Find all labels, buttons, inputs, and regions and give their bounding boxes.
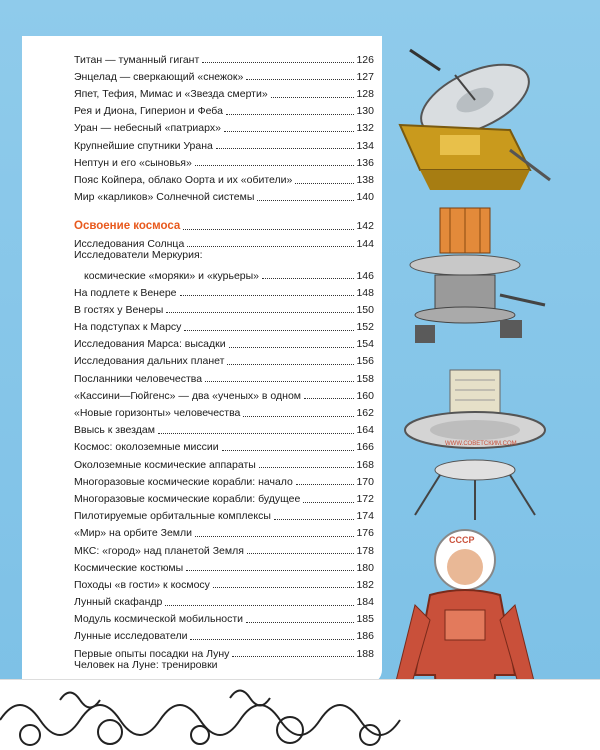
- toc-entry[interactable]: [74, 187, 374, 204]
- toc-entry-page: 184: [356, 596, 374, 609]
- toc-entry-title: «Новые горизонты» человечества: [74, 407, 241, 420]
- toc-section-heading[interactable]: [74, 216, 374, 233]
- leader-dots: [226, 114, 355, 115]
- toc-entry-title: Крупнейшие спутники Урана: [74, 139, 213, 152]
- leader-dots: [247, 553, 355, 554]
- leader-dots: [195, 536, 354, 537]
- toc-entry-page: 168: [356, 458, 374, 471]
- toc-entry[interactable]: [74, 488, 374, 505]
- toc-entry-title: Космос: околоземные миссии: [74, 441, 219, 454]
- toc-entry[interactable]: [74, 402, 374, 419]
- toc-entry-title-continued: космические «моряки» и «курьеры»: [84, 269, 260, 282]
- leader-dots: [187, 246, 354, 247]
- toc-entry-title: В гостях у Венеры: [74, 303, 164, 316]
- toc-entry-page: 166: [356, 441, 374, 454]
- toc-entry-page: 156: [356, 355, 374, 368]
- leader-dots: [202, 62, 354, 63]
- toc-entry-page: 178: [356, 544, 374, 557]
- toc-entry-page: 134: [356, 139, 374, 152]
- toc-entry-title: Ввысь к звездам: [74, 424, 155, 437]
- leader-dots: [195, 165, 355, 166]
- venera-probe-illustration: [400, 200, 550, 360]
- toc-entry-title: На подлете к Венере: [74, 286, 177, 299]
- leader-dots: [295, 183, 354, 184]
- toc-entry[interactable]: [74, 540, 374, 557]
- toc-entry-title: Околоземные космические аппараты: [74, 458, 256, 471]
- toc-entry-page: 180: [356, 561, 374, 574]
- toc-entry-title: Энцелад — сверкающий «снежок»: [74, 70, 244, 83]
- toc-entry-title: МКС: «город» над планетой Земля: [74, 544, 244, 557]
- toc-entry-page: 127: [356, 70, 374, 83]
- toc-entry-page: 128: [356, 88, 374, 101]
- toc-entry-page: 152: [356, 321, 374, 334]
- leader-dots: [303, 502, 354, 503]
- toc-entry[interactable]: [74, 557, 374, 574]
- toc-entry[interactable]: [74, 609, 374, 626]
- toc-entry[interactable]: [74, 351, 374, 368]
- toc-entry[interactable]: [74, 169, 374, 186]
- toc-entry[interactable]: [74, 574, 374, 591]
- leader-dots: [227, 364, 354, 365]
- toc-entry-title: Рея и Диона, Гиперион и Феба: [74, 105, 223, 118]
- toc-entry-page: 176: [356, 527, 374, 540]
- toc-entry[interactable]: [74, 152, 374, 169]
- toc-entry[interactable]: [74, 591, 374, 608]
- leader-dots: [296, 484, 355, 485]
- toc-entry-page: 172: [356, 492, 374, 505]
- toc-entry-title: Уран — небесный «патриарх»: [74, 122, 221, 135]
- toc-entry-page: 158: [356, 372, 374, 385]
- toc-entry-title: Лунный скафандр: [74, 596, 163, 609]
- toc-entry-title: Исследования Солнца: [74, 237, 185, 250]
- toc-entry-page: 150: [356, 303, 374, 316]
- toc-entry[interactable]: [74, 299, 374, 316]
- toc-entry-page: 182: [356, 578, 374, 591]
- toc-entry[interactable]: [74, 101, 374, 118]
- toc-entry[interactable]: [74, 250, 374, 282]
- toc-entry-page: 148: [356, 286, 374, 299]
- toc-entry[interactable]: [74, 83, 374, 100]
- module-label: WWW.СОВЕТСКИМ.COM: [445, 441, 517, 447]
- toc-entry-page: 146: [356, 269, 374, 282]
- leader-dots: [304, 398, 354, 399]
- toc-entry-page: 185: [356, 613, 374, 626]
- leader-dots: [186, 570, 354, 571]
- toc-entry-title: Походы «в гости» к космосу: [74, 578, 210, 591]
- leader-dots: [246, 79, 354, 80]
- toc-entry-title-continued: перед колонизацией: [84, 679, 185, 692]
- toc-entry-title: Япет, Тефия, Мимас и «Звезда смерти»: [74, 88, 268, 101]
- decorative-doodle-border: [0, 679, 600, 750]
- toc-entry[interactable]: [74, 66, 374, 83]
- toc-entry[interactable]: [74, 454, 374, 471]
- toc-entry-page: 188: [356, 647, 374, 660]
- toc-entry-title: Космические костюмы: [74, 561, 184, 574]
- toc-entry-page: 132: [356, 122, 374, 135]
- leader-dots: [232, 656, 354, 657]
- leader-dots: [222, 450, 355, 451]
- leader-dots: [213, 587, 355, 588]
- toc-entry[interactable]: [74, 643, 374, 660]
- toc-entry[interactable]: [74, 368, 374, 385]
- leader-dots: [229, 347, 355, 348]
- toc-entry-page: 164: [356, 424, 374, 437]
- toc-entry-title: Титан — туманный гигант: [74, 53, 200, 66]
- leader-dots: [205, 381, 354, 382]
- toc-entry-title: Пояс Койпера, облако Оорта и их «обители»: [74, 173, 293, 186]
- toc-entry-title: «Кассини—Гюйгенс» — два «ученых» в одном: [74, 389, 302, 402]
- cassini-probe-illustration: [380, 30, 560, 200]
- toc-entry-page: 144: [356, 237, 374, 250]
- leader-dots: [190, 639, 354, 640]
- leader-dots: [166, 312, 354, 313]
- toc-entry-title: На подступах к Марсу: [74, 321, 182, 334]
- leader-dots: [271, 97, 355, 98]
- toc-entry[interactable]: [74, 233, 374, 250]
- toc-entry[interactable]: [74, 135, 374, 152]
- toc-entry-page: 138: [356, 173, 374, 186]
- toc-entry[interactable]: [74, 471, 374, 488]
- toc-entry[interactable]: [74, 437, 374, 454]
- leader-dots: [165, 605, 354, 606]
- lander-module-illustration: [395, 365, 555, 525]
- toc-entry-page: 160: [356, 389, 374, 402]
- leader-dots: [158, 433, 355, 434]
- leader-dots: [180, 295, 355, 296]
- toc-entry[interactable]: [74, 626, 374, 643]
- toc-entry[interactable]: [74, 49, 374, 66]
- toc-entry-page: 190: [356, 679, 374, 692]
- toc-entry-title: «Мир» на орбите Земли: [74, 527, 193, 540]
- leader-dots: [262, 278, 354, 279]
- toc-entry[interactable]: [74, 506, 374, 523]
- toc-entry[interactable]: [74, 282, 374, 299]
- leader-dots: [183, 229, 354, 230]
- leader-dots: [274, 519, 355, 520]
- table-of-contents: [74, 49, 374, 692]
- toc-entry-page: 170: [356, 475, 374, 488]
- toc-entry-page: 142: [356, 220, 374, 233]
- toc-entry[interactable]: [74, 316, 374, 333]
- toc-entry-page: 126: [356, 53, 374, 66]
- toc-entry-title: Мир «карликов» Солнечной системы: [74, 191, 255, 204]
- leader-dots: [246, 622, 354, 623]
- toc-entry-title: Пилотируемые орбитальные комплексы: [74, 510, 271, 523]
- toc-entry-title: Нептун и его «сыновья»: [74, 156, 192, 169]
- toc-entry-title: Исследования Марса: высадки: [74, 338, 226, 351]
- leader-dots: [216, 148, 355, 149]
- leader-dots: [243, 416, 354, 417]
- toc-entry-page: 130: [356, 105, 374, 118]
- toc-entry-title: Исследователи Меркурия:: [74, 249, 203, 262]
- toc-entry-title: Посланники человечества: [74, 372, 203, 385]
- toc-entry-page: 140: [356, 191, 374, 204]
- leader-dots: [257, 200, 354, 201]
- leader-dots: [184, 330, 354, 331]
- toc-entry[interactable]: [74, 118, 374, 135]
- toc-entry-title: Освоение космоса: [74, 220, 181, 233]
- toc-entry[interactable]: [74, 420, 374, 437]
- toc-entry-title: Лунные исследователи: [74, 630, 188, 643]
- toc-entry-title: Многоразовые космические корабли: начало: [74, 475, 293, 488]
- toc-entry[interactable]: [74, 334, 374, 351]
- helmet-label: СССР: [449, 535, 475, 545]
- toc-entry-title: Исследования дальних планет: [74, 355, 225, 368]
- toc-entry-title: Многоразовые космические корабли: будущее: [74, 492, 301, 505]
- toc-entry-title: Первые опыты посадки на Луну: [74, 647, 230, 660]
- toc-entry-title: Модуль космической мобильности: [74, 613, 244, 626]
- toc-entry-page: 174: [356, 510, 374, 523]
- toc-entry-page: 154: [356, 338, 374, 351]
- leader-dots: [224, 131, 355, 132]
- toc-entry-title: Человек на Луне: тренировки: [74, 659, 218, 672]
- toc-entry-page: 186: [356, 630, 374, 643]
- toc-entry[interactable]: [74, 385, 374, 402]
- toc-entry-page: 136: [356, 156, 374, 169]
- toc-entry[interactable]: [74, 523, 374, 540]
- leader-dots: [259, 467, 355, 468]
- toc-entry-page: 162: [356, 407, 374, 420]
